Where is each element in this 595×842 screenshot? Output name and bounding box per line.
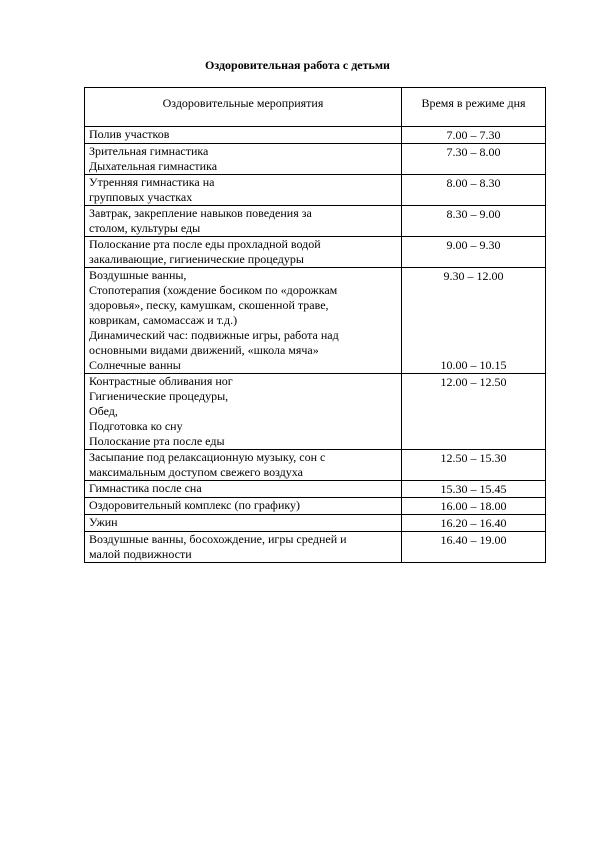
activity-line: групповых участках — [89, 190, 193, 204]
activity-cell — [85, 481, 402, 498]
activity-cell — [85, 268, 402, 374]
table-row — [85, 532, 546, 563]
activity-line: Обед, — [89, 404, 118, 418]
activity-line: Полоскание рта после еды прохладной водой — [89, 237, 321, 251]
activity-line: Дыхательная гимнастика — [89, 159, 218, 173]
time-cell — [402, 481, 546, 498]
time-value: 15.30 – 15.45 — [440, 482, 507, 496]
time-cell — [402, 144, 546, 175]
table-header-row — [85, 88, 546, 127]
activity-line: максимальным доступом свежего воздуха — [89, 465, 303, 479]
activity-cell — [85, 498, 402, 515]
time-value: 7.30 – 8.00 — [446, 145, 501, 159]
table-row — [85, 127, 546, 144]
activity-line: основными видами движений, «школа мяча» — [89, 343, 319, 357]
activity-line: Стопотерапия (хождение босиком по «дорожкам — [89, 283, 338, 297]
time-cell — [402, 268, 546, 374]
health-activities-table — [84, 87, 546, 563]
time-cell — [402, 374, 546, 450]
activity-line: Полив участков — [89, 127, 170, 141]
activity-cell — [85, 175, 402, 206]
activity-line: Полоскание рта после еды — [89, 434, 225, 448]
activity-line: Солнечные ванны — [89, 358, 181, 372]
activity-cell — [85, 206, 402, 237]
activity-line: Воздушные ванны, — [89, 268, 187, 282]
table-row — [85, 450, 546, 481]
time-cell — [402, 450, 546, 481]
activity-line: Ужин — [89, 515, 118, 529]
activity-line: здоровья», песку, камушкам, скошенной траве, — [89, 298, 329, 312]
activity-line: Оздоровительный комплекс (по графику) — [89, 498, 301, 512]
time-value: 12.50 – 15.30 — [440, 451, 507, 465]
time-value: 10.00 – 10.15 — [440, 358, 507, 372]
table-row — [85, 144, 546, 175]
time-value: 16.20 – 16.40 — [440, 516, 507, 530]
table-row — [85, 268, 546, 374]
activity-line: Гимнастика после сна — [89, 481, 202, 495]
time-cell — [402, 532, 546, 563]
activity-line: Гигиенические процедуры, — [89, 389, 229, 403]
activity-line: Динамический час: подвижные игры, работа над — [89, 328, 339, 342]
activity-line: Контрастные обливания ног — [89, 374, 233, 388]
time-cell — [402, 175, 546, 206]
activity-line: Утренняя гимнастика на — [89, 175, 215, 189]
header-activities: Оздоровительные мероприятия — [85, 88, 402, 127]
time-value: 9.30 – 12.00 — [443, 269, 504, 283]
time-value: 16.00 – 18.00 — [440, 499, 507, 513]
table-row — [85, 206, 546, 237]
time-value: 12.00 – 12.50 — [440, 375, 507, 389]
time-value: 8.00 – 8.30 — [446, 176, 501, 190]
time-cell — [402, 515, 546, 532]
activity-cell — [85, 144, 402, 175]
table-row — [85, 175, 546, 206]
time-cell — [402, 127, 546, 144]
activity-line: Зрительная гимнастика — [89, 144, 209, 158]
time-cell — [402, 206, 546, 237]
activity-line: Засыпание под релаксационную музыку, сон с — [89, 450, 326, 464]
time-value: 9.00 – 9.30 — [446, 238, 501, 252]
activity-cell — [85, 374, 402, 450]
header-time: Время в режиме дня — [402, 88, 546, 127]
activity-line: закаливающие, гигиенические процедуры — [89, 252, 304, 266]
time-cell — [402, 498, 546, 515]
time-value: 16.40 – 19.00 — [440, 533, 507, 547]
activity-cell — [85, 127, 402, 144]
table-row — [85, 481, 546, 498]
table-row — [85, 515, 546, 532]
time-cell — [402, 237, 546, 268]
activity-cell — [85, 450, 402, 481]
activity-line: коврикам, самомассаж и т.д.) — [89, 313, 238, 327]
activity-cell — [85, 515, 402, 532]
table-row — [85, 498, 546, 515]
table-row — [85, 374, 546, 450]
activity-line: Завтрак, закрепление навыков поведения за — [89, 206, 312, 220]
time-value: 8.30 – 9.00 — [446, 207, 501, 221]
table-row — [85, 237, 546, 268]
activity-line: малой подвижности — [89, 547, 192, 561]
activity-line: столом, культуры еды — [89, 221, 201, 235]
document-title: Оздоровительная работа с детьми — [205, 58, 390, 72]
activity-line: Подготовка ко сну — [89, 419, 183, 433]
activity-cell — [85, 532, 402, 563]
activity-line: Воздушные ванны, босохождение, игры средней и — [89, 532, 347, 546]
activity-cell — [85, 237, 402, 268]
time-value: 7.00 – 7.30 — [446, 128, 501, 142]
